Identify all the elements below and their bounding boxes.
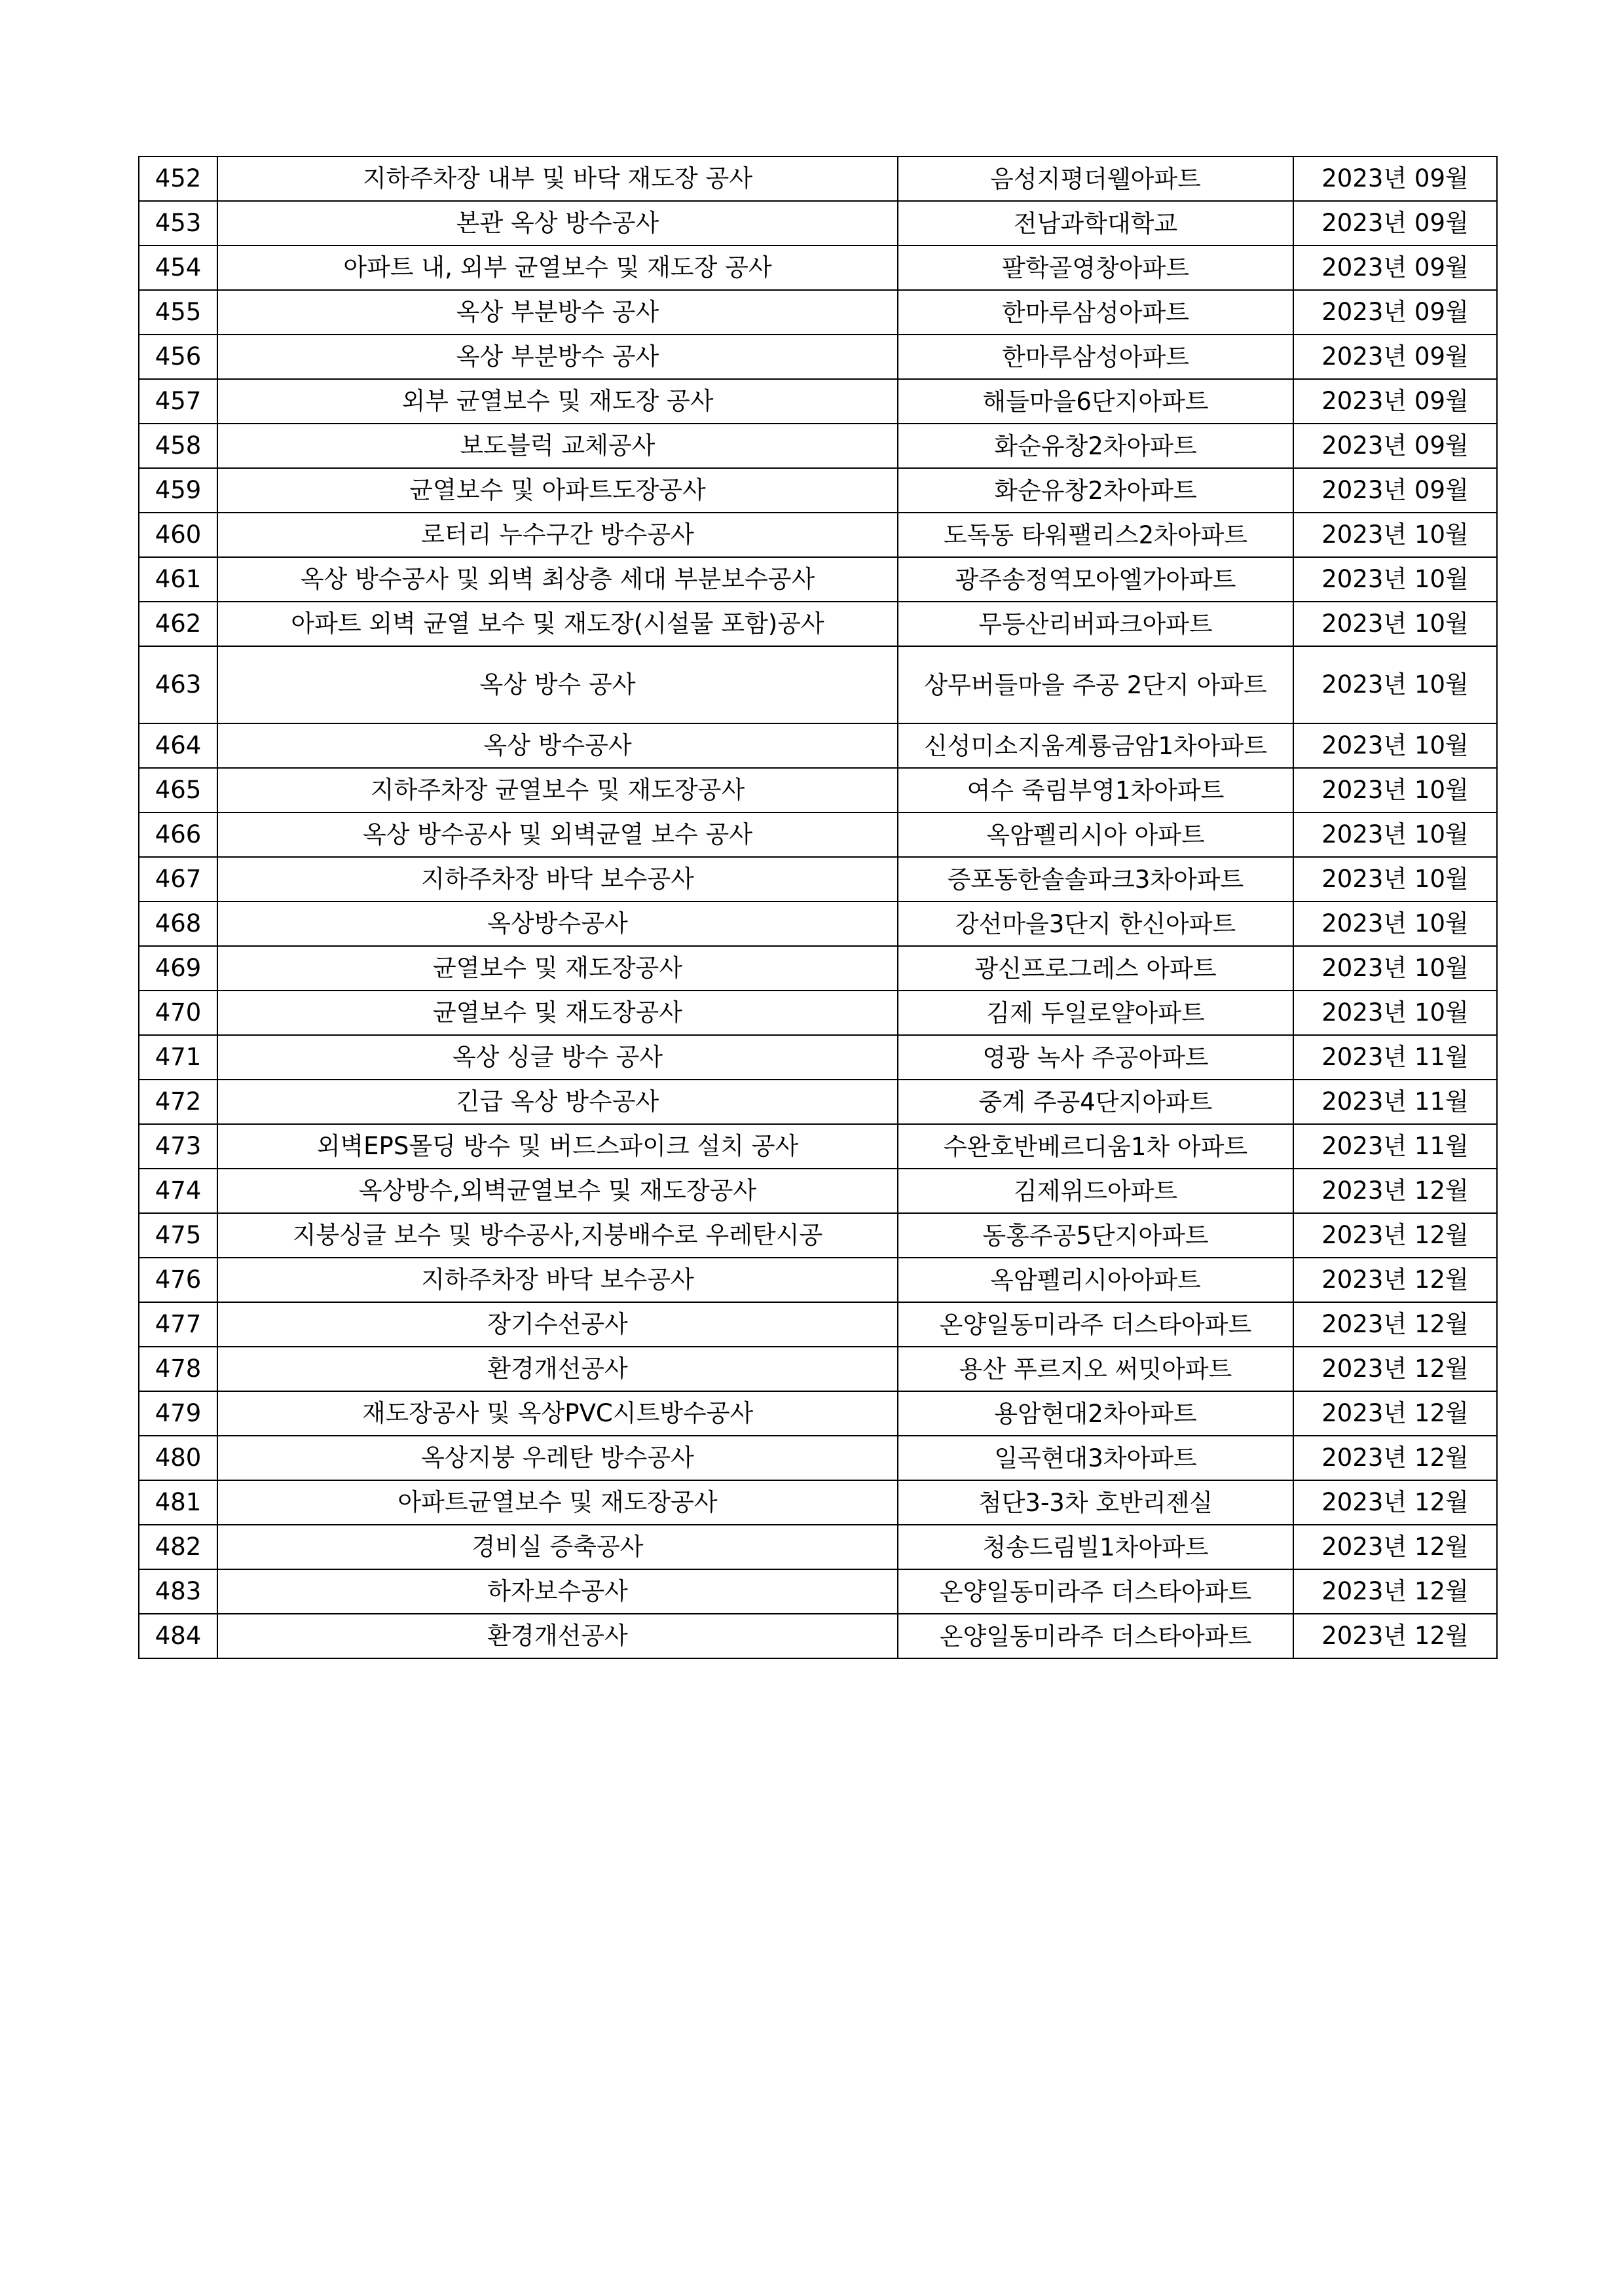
- row-number: 454: [139, 246, 217, 290]
- completion-date: 2023년 10월: [1293, 857, 1497, 902]
- row-number: 481: [139, 1480, 217, 1525]
- site-name: 일곡현대3차아파트: [898, 1436, 1293, 1480]
- table-row: [139, 1302, 1497, 1347]
- work-description: 균열보수 및 재도장공사: [217, 991, 898, 1035]
- table-row: [139, 1436, 1497, 1480]
- site-name: 강선마을3단지 한신아파트: [898, 902, 1293, 946]
- site-name: 신성미소지움계룡금암1차아파트: [898, 723, 1293, 768]
- completion-date: 2023년 10월: [1293, 557, 1497, 602]
- row-number: 461: [139, 557, 217, 602]
- row-number: 452: [139, 156, 217, 201]
- site-name: 첨단3-3차 호반리젠실: [898, 1480, 1293, 1525]
- row-number: 476: [139, 1258, 217, 1302]
- row-number: 459: [139, 468, 217, 513]
- site-name: 청송드림빌1차아파트: [898, 1525, 1293, 1569]
- completion-date: 2023년 12월: [1293, 1480, 1497, 1525]
- site-name: 동홍주공5단지아파트: [898, 1213, 1293, 1258]
- row-number: 455: [139, 290, 217, 335]
- site-name: 옥암펠리시아 아파트: [898, 812, 1293, 857]
- records-body: [139, 156, 1497, 1658]
- completion-date: 2023년 10월: [1293, 646, 1497, 723]
- completion-date: 2023년 12월: [1293, 1169, 1497, 1213]
- site-name: 한마루삼성아파트: [898, 335, 1293, 379]
- table-row: [139, 1525, 1497, 1569]
- row-number: 453: [139, 201, 217, 246]
- row-number: 473: [139, 1124, 217, 1169]
- completion-date: 2023년 10월: [1293, 768, 1497, 812]
- completion-date: 2023년 10월: [1293, 991, 1497, 1035]
- site-name: 수완호반베르디움1차 아파트: [898, 1124, 1293, 1169]
- completion-date: 2023년 11월: [1293, 1124, 1497, 1169]
- row-number: 456: [139, 335, 217, 379]
- table-row: [139, 379, 1497, 424]
- site-name: 온양일동미라주 더스타아파트: [898, 1302, 1293, 1347]
- site-name: 영광 녹사 주공아파트: [898, 1035, 1293, 1080]
- site-name: 옥암펠리시아아파트: [898, 1258, 1293, 1302]
- work-description: 옥상방수공사: [217, 902, 898, 946]
- row-number: 475: [139, 1213, 217, 1258]
- table-row: [139, 902, 1497, 946]
- completion-date: 2023년 09월: [1293, 156, 1497, 201]
- site-name: 무등산리버파크아파트: [898, 602, 1293, 646]
- table-row: [139, 812, 1497, 857]
- completion-date: 2023년 12월: [1293, 1391, 1497, 1436]
- site-name: 화순유창2차아파트: [898, 468, 1293, 513]
- completion-date: 2023년 12월: [1293, 1258, 1497, 1302]
- row-number: 477: [139, 1302, 217, 1347]
- work-description: 옥상 싱글 방수 공사: [217, 1035, 898, 1080]
- completion-date: 2023년 09월: [1293, 468, 1497, 513]
- row-number: 464: [139, 723, 217, 768]
- table-row: [139, 156, 1497, 201]
- site-name: 용암현대2차아파트: [898, 1391, 1293, 1436]
- completion-date: 2023년 11월: [1293, 1035, 1497, 1080]
- site-name: 해들마을6단지아파트: [898, 379, 1293, 424]
- site-name: 도독동 타워팰리스2차아파트: [898, 513, 1293, 557]
- work-description: 로터리 누수구간 방수공사: [217, 513, 898, 557]
- work-description: 환경개선공사: [217, 1347, 898, 1391]
- table-row: [139, 946, 1497, 991]
- completion-date: 2023년 09월: [1293, 424, 1497, 468]
- completion-date: 2023년 09월: [1293, 201, 1497, 246]
- table-row: [139, 335, 1497, 379]
- site-name: 여수 죽림부영1차아파트: [898, 768, 1293, 812]
- work-description: 옥상방수,외벽균열보수 및 재도장공사: [217, 1169, 898, 1213]
- completion-date: 2023년 10월: [1293, 602, 1497, 646]
- table-row: [139, 768, 1497, 812]
- work-description: 옥상 부분방수 공사: [217, 335, 898, 379]
- site-name: 광신프로그레스 아파트: [898, 946, 1293, 991]
- work-description: 지하주차장 바닥 보수공사: [217, 857, 898, 902]
- completion-date: 2023년 10월: [1293, 513, 1497, 557]
- table-row: [139, 246, 1497, 290]
- site-name: 상무버들마을 주공 2단지 아파트: [898, 646, 1293, 723]
- row-number: 463: [139, 646, 217, 723]
- row-number: 480: [139, 1436, 217, 1480]
- completion-date: 2023년 12월: [1293, 1614, 1497, 1658]
- work-description: 균열보수 및 재도장공사: [217, 946, 898, 991]
- work-description: 지하주차장 균열보수 및 재도장공사: [217, 768, 898, 812]
- completion-date: 2023년 09월: [1293, 379, 1497, 424]
- work-description: 아파트 외벽 균열 보수 및 재도장(시설물 포함)공사: [217, 602, 898, 646]
- work-description: 옥상 방수공사: [217, 723, 898, 768]
- work-description: 옥상 방수 공사: [217, 646, 898, 723]
- table-row: [139, 290, 1497, 335]
- site-name: 김제 두일로얄아파트: [898, 991, 1293, 1035]
- row-number: 457: [139, 379, 217, 424]
- completion-date: 2023년 10월: [1293, 723, 1497, 768]
- site-name: 음성지평더웰아파트: [898, 156, 1293, 201]
- row-number: 460: [139, 513, 217, 557]
- completion-date: 2023년 12월: [1293, 1347, 1497, 1391]
- completion-date: 2023년 12월: [1293, 1569, 1497, 1614]
- site-name: 전남과학대학교: [898, 201, 1293, 246]
- table-row: [139, 1347, 1497, 1391]
- row-number: 468: [139, 902, 217, 946]
- site-name: 온양일동미라주 더스타아파트: [898, 1614, 1293, 1658]
- site-name: 김제위드아파트: [898, 1169, 1293, 1213]
- site-name: 광주송정역모아엘가아파트: [898, 557, 1293, 602]
- row-number: 466: [139, 812, 217, 857]
- completion-date: 2023년 10월: [1293, 902, 1497, 946]
- table-row: [139, 201, 1497, 246]
- completion-date: 2023년 12월: [1293, 1436, 1497, 1480]
- completion-date: 2023년 11월: [1293, 1080, 1497, 1124]
- completion-date: 2023년 12월: [1293, 1525, 1497, 1569]
- work-description: 지하주차장 내부 및 바닥 재도장 공사: [217, 156, 898, 201]
- row-number: 469: [139, 946, 217, 991]
- row-number: 467: [139, 857, 217, 902]
- completion-date: 2023년 09월: [1293, 335, 1497, 379]
- site-name: 증포동한솔솔파크3차아파트: [898, 857, 1293, 902]
- work-description: 옥상 방수공사 및 외벽균열 보수 공사: [217, 812, 898, 857]
- work-description: 장기수선공사: [217, 1302, 898, 1347]
- work-description: 본관 옥상 방수공사: [217, 201, 898, 246]
- row-number: 478: [139, 1347, 217, 1391]
- row-number: 472: [139, 1080, 217, 1124]
- table-row: [139, 1213, 1497, 1258]
- table-row: [139, 602, 1497, 646]
- row-number: 474: [139, 1169, 217, 1213]
- completion-date: 2023년 12월: [1293, 1213, 1497, 1258]
- work-description: 옥상지붕 우레탄 방수공사: [217, 1436, 898, 1480]
- row-number: 482: [139, 1525, 217, 1569]
- work-description: 보도블럭 교체공사: [217, 424, 898, 468]
- table-row: [139, 1035, 1497, 1080]
- work-description: 아파트균열보수 및 재도장공사: [217, 1480, 898, 1525]
- site-name: 중계 주공4단지아파트: [898, 1080, 1293, 1124]
- records-table: [138, 156, 1498, 1659]
- work-description: 지하주차장 바닥 보수공사: [217, 1258, 898, 1302]
- work-description: 환경개선공사: [217, 1614, 898, 1658]
- table-row: [139, 1169, 1497, 1213]
- row-number: 483: [139, 1569, 217, 1614]
- completion-date: 2023년 09월: [1293, 246, 1497, 290]
- site-name: 온양일동미라주 더스타아파트: [898, 1569, 1293, 1614]
- table-row: [139, 557, 1497, 602]
- work-description: 지붕싱글 보수 및 방수공사,지붕배수로 우레탄시공: [217, 1213, 898, 1258]
- table-row: [139, 1124, 1497, 1169]
- table-row: [139, 468, 1497, 513]
- completion-date: 2023년 10월: [1293, 812, 1497, 857]
- work-description: 외벽EPS몰딩 방수 및 버드스파이크 설치 공사: [217, 1124, 898, 1169]
- row-number: 479: [139, 1391, 217, 1436]
- table-row: [139, 1569, 1497, 1614]
- row-number: 484: [139, 1614, 217, 1658]
- table-row: [139, 1391, 1497, 1436]
- table-row: [139, 1480, 1497, 1525]
- table-row: [139, 723, 1497, 768]
- table-row: [139, 857, 1497, 902]
- row-number: 471: [139, 1035, 217, 1080]
- work-description: 균열보수 및 아파트도장공사: [217, 468, 898, 513]
- site-name: 화순유창2차아파트: [898, 424, 1293, 468]
- completion-date: 2023년 12월: [1293, 1302, 1497, 1347]
- work-description: 경비실 증축공사: [217, 1525, 898, 1569]
- table-row: [139, 1614, 1497, 1658]
- work-description: 아파트 내, 외부 균열보수 및 재도장 공사: [217, 246, 898, 290]
- table-row: [139, 513, 1497, 557]
- completion-date: 2023년 09월: [1293, 290, 1497, 335]
- work-description: 긴급 옥상 방수공사: [217, 1080, 898, 1124]
- row-number: 462: [139, 602, 217, 646]
- table-row: [139, 646, 1497, 723]
- row-number: 470: [139, 991, 217, 1035]
- work-description: 옥상 방수공사 및 외벽 최상층 세대 부분보수공사: [217, 557, 898, 602]
- work-description: 외부 균열보수 및 재도장 공사: [217, 379, 898, 424]
- work-description: 옥상 부분방수 공사: [217, 290, 898, 335]
- row-number: 465: [139, 768, 217, 812]
- site-name: 용산 푸르지오 써밋아파트: [898, 1347, 1293, 1391]
- site-name: 한마루삼성아파트: [898, 290, 1293, 335]
- work-description: 하자보수공사: [217, 1569, 898, 1614]
- completion-date: 2023년 10월: [1293, 946, 1497, 991]
- table-row: [139, 1080, 1497, 1124]
- table-row: [139, 424, 1497, 468]
- table-row: [139, 991, 1497, 1035]
- table-row: [139, 1258, 1497, 1302]
- row-number: 458: [139, 424, 217, 468]
- work-description: 재도장공사 및 옥상PVC시트방수공사: [217, 1391, 898, 1436]
- site-name: 팔학골영창아파트: [898, 246, 1293, 290]
